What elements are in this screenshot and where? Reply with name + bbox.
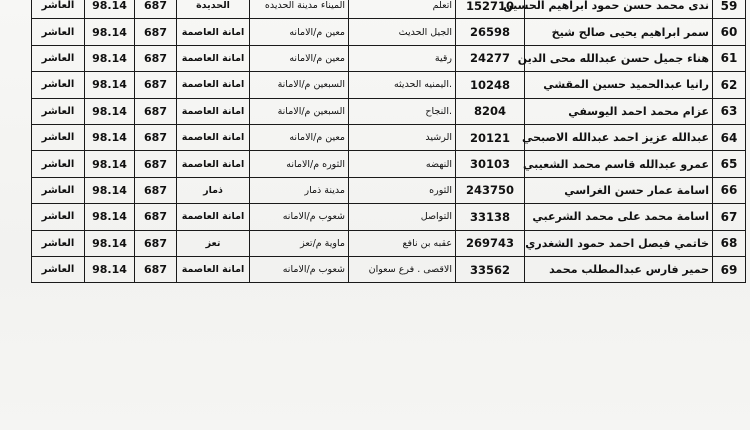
- directorate-name-cell: معين م/الامانه: [250, 45, 349, 71]
- directorate-name-cell: مدينة ذمار: [250, 177, 349, 203]
- seat-number-cell: 30103: [456, 151, 525, 177]
- student-name-cell: حمير فارس عبدالمطلب محمد: [525, 256, 713, 282]
- percentage-cell: 98.14: [85, 177, 135, 203]
- seat-number-cell: 33138: [456, 204, 525, 230]
- rank-cell: العاشر: [32, 0, 85, 19]
- seat-number-cell: 269743: [456, 230, 525, 256]
- rank-cell: العاشر: [32, 230, 85, 256]
- seat-number-cell: 20121: [456, 124, 525, 150]
- governorate-name-cell: امانة العاصمة: [177, 98, 250, 124]
- student-name-cell: اسامة محمد على محمد الشرعبي: [525, 204, 713, 230]
- percentage-cell: 98.14: [85, 124, 135, 150]
- total-score-cell: 687: [135, 177, 177, 203]
- table-row: [32, 177, 746, 203]
- table-row: [32, 256, 746, 282]
- directorate-name-cell: معين م/الامانه: [250, 124, 349, 150]
- seat-number-cell: 10248: [456, 72, 525, 98]
- directorate-name-cell: السبعين م/الامانة: [250, 72, 349, 98]
- student-name-cell: خاتمي فيصل احمد حمود الشغدري: [525, 230, 713, 256]
- percentage-cell: 98.14: [85, 0, 135, 19]
- percentage-cell: 98.14: [85, 72, 135, 98]
- rank-cell: العاشر: [32, 151, 85, 177]
- student-name-cell: عزام محمد احمد اليوسفي: [525, 98, 713, 124]
- seat-number-cell: 26598: [456, 19, 525, 45]
- school-name-cell: .اليمنيه الحديثه: [349, 72, 456, 98]
- row-number-cell: 64: [713, 124, 746, 150]
- row-number-cell: 68: [713, 230, 746, 256]
- table-row: [32, 19, 746, 45]
- row-number-cell: 60: [713, 19, 746, 45]
- total-score-cell: 687: [135, 45, 177, 71]
- governorate-name-cell: امانة العاصمة: [177, 45, 250, 71]
- percentage-cell: 98.14: [85, 98, 135, 124]
- table-row: [32, 45, 746, 71]
- student-name-cell: عمرو عبدالله قاسم محمد الشعيبي: [525, 151, 713, 177]
- directorate-name-cell: الميناء مدينة الحديده: [250, 0, 349, 19]
- school-name-cell: التواصل: [349, 204, 456, 230]
- total-score-cell: 687: [135, 19, 177, 45]
- row-number-cell: 59: [713, 0, 746, 19]
- student-name-cell: اسامة عمار حسن الغراسي: [525, 177, 713, 203]
- table-row: [32, 72, 746, 98]
- rank-cell: العاشر: [32, 124, 85, 150]
- seat-number-cell: 152710: [456, 0, 525, 19]
- governorate-name-cell: ذمار: [177, 177, 250, 203]
- student-name-cell: عبدالله عزيز احمد عبدالله الاصبحي: [525, 124, 713, 150]
- governorate-name-cell: امانة العاصمة: [177, 256, 250, 282]
- school-name-cell: .النجاح: [349, 98, 456, 124]
- row-number-cell: 61: [713, 45, 746, 71]
- total-score-cell: 687: [135, 151, 177, 177]
- total-score-cell: 687: [135, 230, 177, 256]
- directorate-name-cell: ماوية م/تعز: [250, 230, 349, 256]
- governorate-name-cell: امانة العاصمة: [177, 19, 250, 45]
- governorate-name-cell: امانة العاصمة: [177, 72, 250, 98]
- governorate-name-cell: امانة العاصمة: [177, 151, 250, 177]
- seat-number-cell: 24277: [456, 45, 525, 71]
- governorate-name-cell: تعز: [177, 230, 250, 256]
- percentage-cell: 98.14: [85, 204, 135, 230]
- total-score-cell: 687: [135, 256, 177, 282]
- rank-cell: العاشر: [32, 256, 85, 282]
- percentage-cell: 98.14: [85, 45, 135, 71]
- school-name-cell: الاقصى . فرع سعوان: [349, 256, 456, 282]
- row-number-cell: 69: [713, 256, 746, 282]
- total-score-cell: 687: [135, 72, 177, 98]
- rank-cell: العاشر: [32, 72, 85, 98]
- school-name-cell: الجيل الحديث: [349, 19, 456, 45]
- row-number-cell: 63: [713, 98, 746, 124]
- student-name-cell: سمر ابراهيم يحيى صالح شيخ: [525, 19, 713, 45]
- rank-cell: العاشر: [32, 45, 85, 71]
- row-number-cell: 66: [713, 177, 746, 203]
- governorate-name-cell: امانة العاصمة: [177, 124, 250, 150]
- school-name-cell: النهضه: [349, 151, 456, 177]
- seat-number-cell: 243750: [456, 177, 525, 203]
- row-number-cell: 62: [713, 72, 746, 98]
- percentage-cell: 98.14: [85, 19, 135, 45]
- directorate-name-cell: معين م/الامانه: [250, 19, 349, 45]
- table-row: [32, 124, 746, 150]
- governorate-name-cell: امانة العاصمة: [177, 204, 250, 230]
- table-row: [32, 98, 746, 124]
- row-number-cell: 67: [713, 204, 746, 230]
- row-number-cell: 65: [713, 151, 746, 177]
- directorate-name-cell: السبعين م/الامانة: [250, 98, 349, 124]
- school-name-cell: اتعلم: [349, 0, 456, 19]
- school-name-cell: الثوره: [349, 177, 456, 203]
- rank-cell: العاشر: [32, 19, 85, 45]
- student-name-cell: هناء جميل حسن عبدالله محى الدين: [525, 45, 713, 71]
- percentage-cell: 98.14: [85, 256, 135, 282]
- rank-cell: العاشر: [32, 177, 85, 203]
- school-name-cell: الرشيد: [349, 124, 456, 150]
- directorate-name-cell: شعوب م/الامانه: [250, 204, 349, 230]
- results-table: [31, 0, 746, 283]
- student-name-cell: رانيا عبدالحميد حسين المقشي: [525, 72, 713, 98]
- percentage-cell: 98.14: [85, 230, 135, 256]
- total-score-cell: 687: [135, 0, 177, 19]
- table-row: [32, 204, 746, 230]
- rank-cell: العاشر: [32, 204, 85, 230]
- seat-number-cell: 33562: [456, 256, 525, 282]
- table-row: [32, 230, 746, 256]
- directorate-name-cell: شعوب م/الامانه: [250, 256, 349, 282]
- results-table-body: [32, 0, 746, 283]
- table-row: [32, 151, 746, 177]
- school-name-cell: رقية: [349, 45, 456, 71]
- rank-cell: العاشر: [32, 98, 85, 124]
- directorate-name-cell: الثوره م/الامانه: [250, 151, 349, 177]
- table-row: [32, 0, 746, 19]
- total-score-cell: 687: [135, 204, 177, 230]
- governorate-name-cell: الحديدة: [177, 0, 250, 19]
- seat-number-cell: 8204: [456, 98, 525, 124]
- percentage-cell: 98.14: [85, 151, 135, 177]
- student-name-cell: ندى محمد حسن حمود ابراهيم الحسين: [525, 0, 713, 19]
- total-score-cell: 687: [135, 98, 177, 124]
- total-score-cell: 687: [135, 124, 177, 150]
- school-name-cell: عقبه بن نافع: [349, 230, 456, 256]
